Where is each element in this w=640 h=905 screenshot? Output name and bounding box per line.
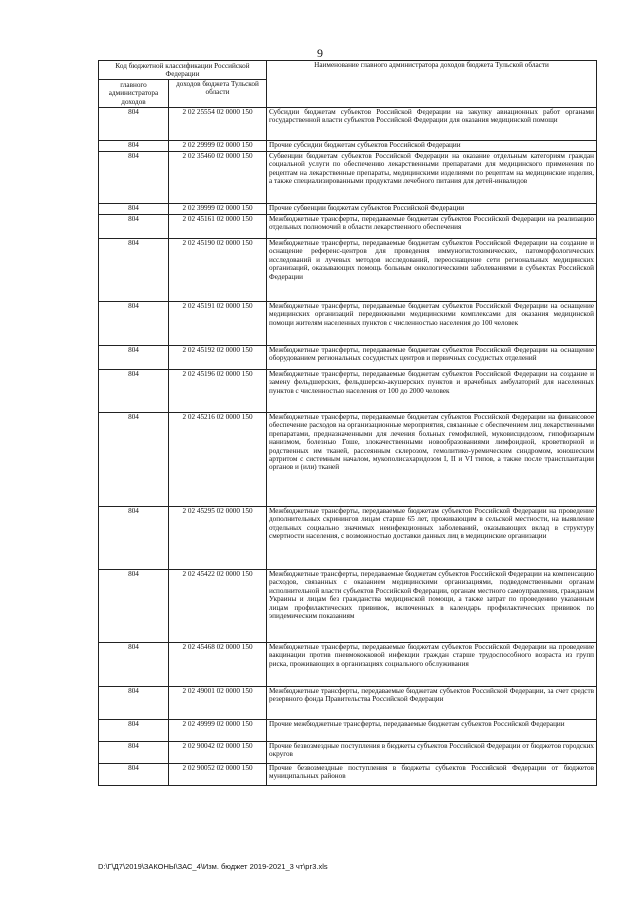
admin-code-cell: 804 [99,570,169,643]
table-row [99,141,597,152]
admin-code-cell: 804 [99,413,169,507]
income-code-cell: 2 02 45295 02 0000 150 [169,507,267,570]
table-row [99,346,597,370]
table-row [99,413,597,507]
admin-code-cell: 804 [99,152,169,204]
admin-code-cell: 804 [99,720,169,742]
income-name-cell: Субсидии бюджетам субъектов Российской Федерации на закупку авиационных работ органами государственной власти субъектов Российской Федерации для оказания медицинской помощи [267,108,597,141]
income-code-cell: 2 02 45191 02 0000 150 [169,302,267,346]
table-row [99,570,597,643]
page-number: 9 [317,46,323,60]
income-name-cell: Межбюджетные трансферты, передаваемые бюджетам субъектов Российской Федерации, за счет средств резервного фонда Правительства Российской Федерации [267,687,597,720]
income-name-cell: Прочие межбюджетные трансферты, передаваемые бюджетам субъектов Российской Федерации [267,720,597,742]
admin-code-cell: 804 [99,215,169,239]
income-column-header: доходов бюджета Тульской области [169,80,267,108]
table-row [99,204,597,215]
admin-code-cell: 804 [99,346,169,370]
admin-code-cell: 804 [99,742,169,764]
income-code-cell: 2 02 90052 02 0000 150 [169,764,267,786]
table-row [99,687,597,720]
admin-code-cell: 804 [99,764,169,786]
income-name-cell: Субвенции бюджетам субъектов Российской Федерации на оказание отдельным категориям граждан социальной услуги по обеспечению лекарственными препаратами для медицинского применения по рецептам на лекарственные препараты, медицинскими изделиями по рецептам на медицинские изделия, а также специализированными продуктами лечебного питания для детей-инвалидов [267,152,597,204]
income-name-cell: Прочие безвозмездные поступления в бюджеты субъектов Российской Федерации от бюджетов муниципальных районов [267,764,597,786]
income-name-cell: Прочие субвенции бюджетам субъектов Российской Федерации [267,204,597,215]
income-name-cell: Межбюджетные трансферты, передаваемые бюджетам субъектов Российской Федерации на реализацию отдельных полномочий в области лекарственного обеспечения [267,215,597,239]
admin-code-cell: 804 [99,507,169,570]
income-name-cell: Межбюджетные трансферты, передаваемые бюджетам субъектов Российской Федерации на финансовое обеспечение расходов на организационные мероприятия, связанные с обеспечением лиц лекарственными препаратами, предназначенными для лечения больных гемофилией, муковисцидозом, гипофизарным нанизмом, болезнью Гоше, злокачественными новообразованиями лимфоидной, кроветворной и родственных им тканей, рассеянным склерозом, гемолитико-уремическим синдромом, юношеским артритом с системным началом, мукополисахаридозом I, II и VI типов, а также после трансплантации органов и (или) тканей [267,413,597,507]
admin-name-header: Наименование главного администратора доходов бюджета Тульской области [267,61,597,108]
income-codes-table [98,60,597,786]
table-row [99,643,597,687]
income-name-cell: Межбюджетные трансферты, передаваемые бюджетам субъектов Российской Федерации на проведение вакцинации против пневмококковой инфекции граждан старше трудоспособного возраста из групп риска, проживающих в организациях социального обслуживания [267,643,597,687]
table-row [99,720,597,742]
kbk-header: Код бюджетной классификации Российской Федерации [99,61,267,80]
income-name-cell: Межбюджетные трансферты, передаваемые бюджетам субъектов Российской Федерации на оснащение оборудованием региональных сосудистых центров и первичных сосудистых отделений [267,346,597,370]
income-code-cell: 2 02 45216 02 0000 150 [169,413,267,507]
income-code-cell: 2 02 45190 02 0000 150 [169,239,267,302]
header-row [99,61,597,80]
table-row [99,302,597,346]
admin-code-cell: 804 [99,302,169,346]
admin-code-cell: 804 [99,141,169,152]
income-name-cell: Межбюджетные трансферты, передаваемые бюджетам субъектов Российской Федерации на компенсацию расходов, связанных с оказанием медицинскими организациями, подведомственными органам исполнительной власти субъектов Российской Федерации, органам местного самоуправления, гражданам Украины и лицам без гражданства медицинской помощи, а также затрат по проведению указанным лицам профилактических прививок, включенных в календарь профилактических прививок по эпидемическим показаниям [267,570,597,643]
income-name-cell: Прочие безвозмездные поступления в бюджеты субъектов Российской Федерации от бюджетов городских округов [267,742,597,764]
admin-column-header: главного администратора доходов [99,80,169,108]
table-row [99,152,597,204]
footer-file-path: D:\Г\Д7\2019\ЗАКОНЫ\ЗАС_4\Изм. бюджет 2019-2021_3 чт\рг3.xls [98,862,328,871]
income-code-cell: 2 02 29999 02 0000 150 [169,141,267,152]
income-name-cell: Прочие субсидии бюджетам субъектов Российской Федерации [267,141,597,152]
table-row [99,742,597,764]
income-name-cell: Межбюджетные трансферты, передаваемые бюджетам субъектов Российской Федерации на оснащение медицинских организаций передвижными медицинскими комплексами для оказания медицинской помощи жителям населенных пунктов с численностью населения до 100 человек [267,302,597,346]
income-code-cell: 2 02 45161 02 0000 150 [169,215,267,239]
income-code-cell: 2 02 45422 02 0000 150 [169,570,267,643]
income-name-cell: Межбюджетные трансферты, передаваемые бюджетам субъектов Российской Федерации на создание и оснащение референс-центров для проведения иммуногистохимических, патоморфологических исследований и лучевых методов исследований, переоснащение сети региональных медицинских организаций, оказывающих помощь больным онкологическими заболеваниями в субъектах Российской Федерации [267,239,597,302]
income-code-cell: 2 02 90042 02 0000 150 [169,742,267,764]
table-row [99,108,597,141]
admin-code-cell: 804 [99,370,169,413]
income-name-cell: Межбюджетные трансферты, передаваемые бюджетам субъектов Российской Федерации на создание и замену фельдшерских, фельдшерско-акушерских пунктов и врачебных амбулаторий для населенных пунктов с численностью населения от 100 до 2000 человек [267,370,597,413]
admin-code-cell: 804 [99,204,169,215]
admin-code-cell: 804 [99,643,169,687]
table-body [99,108,597,786]
income-code-cell: 2 02 45196 02 0000 150 [169,370,267,413]
admin-code-cell: 804 [99,108,169,141]
income-code-cell: 2 02 49999 02 0000 150 [169,720,267,742]
table-row [99,764,597,786]
income-code-cell: 2 02 39999 02 0000 150 [169,204,267,215]
admin-code-cell: 804 [99,239,169,302]
income-code-cell: 2 02 45192 02 0000 150 [169,346,267,370]
admin-code-cell: 804 [99,687,169,720]
table-row [99,215,597,239]
income-code-cell: 2 02 25554 02 0000 150 [169,108,267,141]
table-row [99,370,597,413]
income-name-cell: Межбюджетные трансферты, передаваемые бюджетам субъектов Российской Федерации на проведение дополнительных скринингов лицам старше 65 лет, проживающим в сельской местности, на выявление отдельных социально значимых неинфекционных заболеваний, оказывающих вклад в структуру смертности населения, с возможностью доставки данных лиц в медицинские организации [267,507,597,570]
income-code-cell: 2 02 35460 02 0000 150 [169,152,267,204]
table-row [99,507,597,570]
income-code-cell: 2 02 45468 02 0000 150 [169,643,267,687]
income-code-cell: 2 02 49001 02 0000 150 [169,687,267,720]
table-row [99,239,597,302]
